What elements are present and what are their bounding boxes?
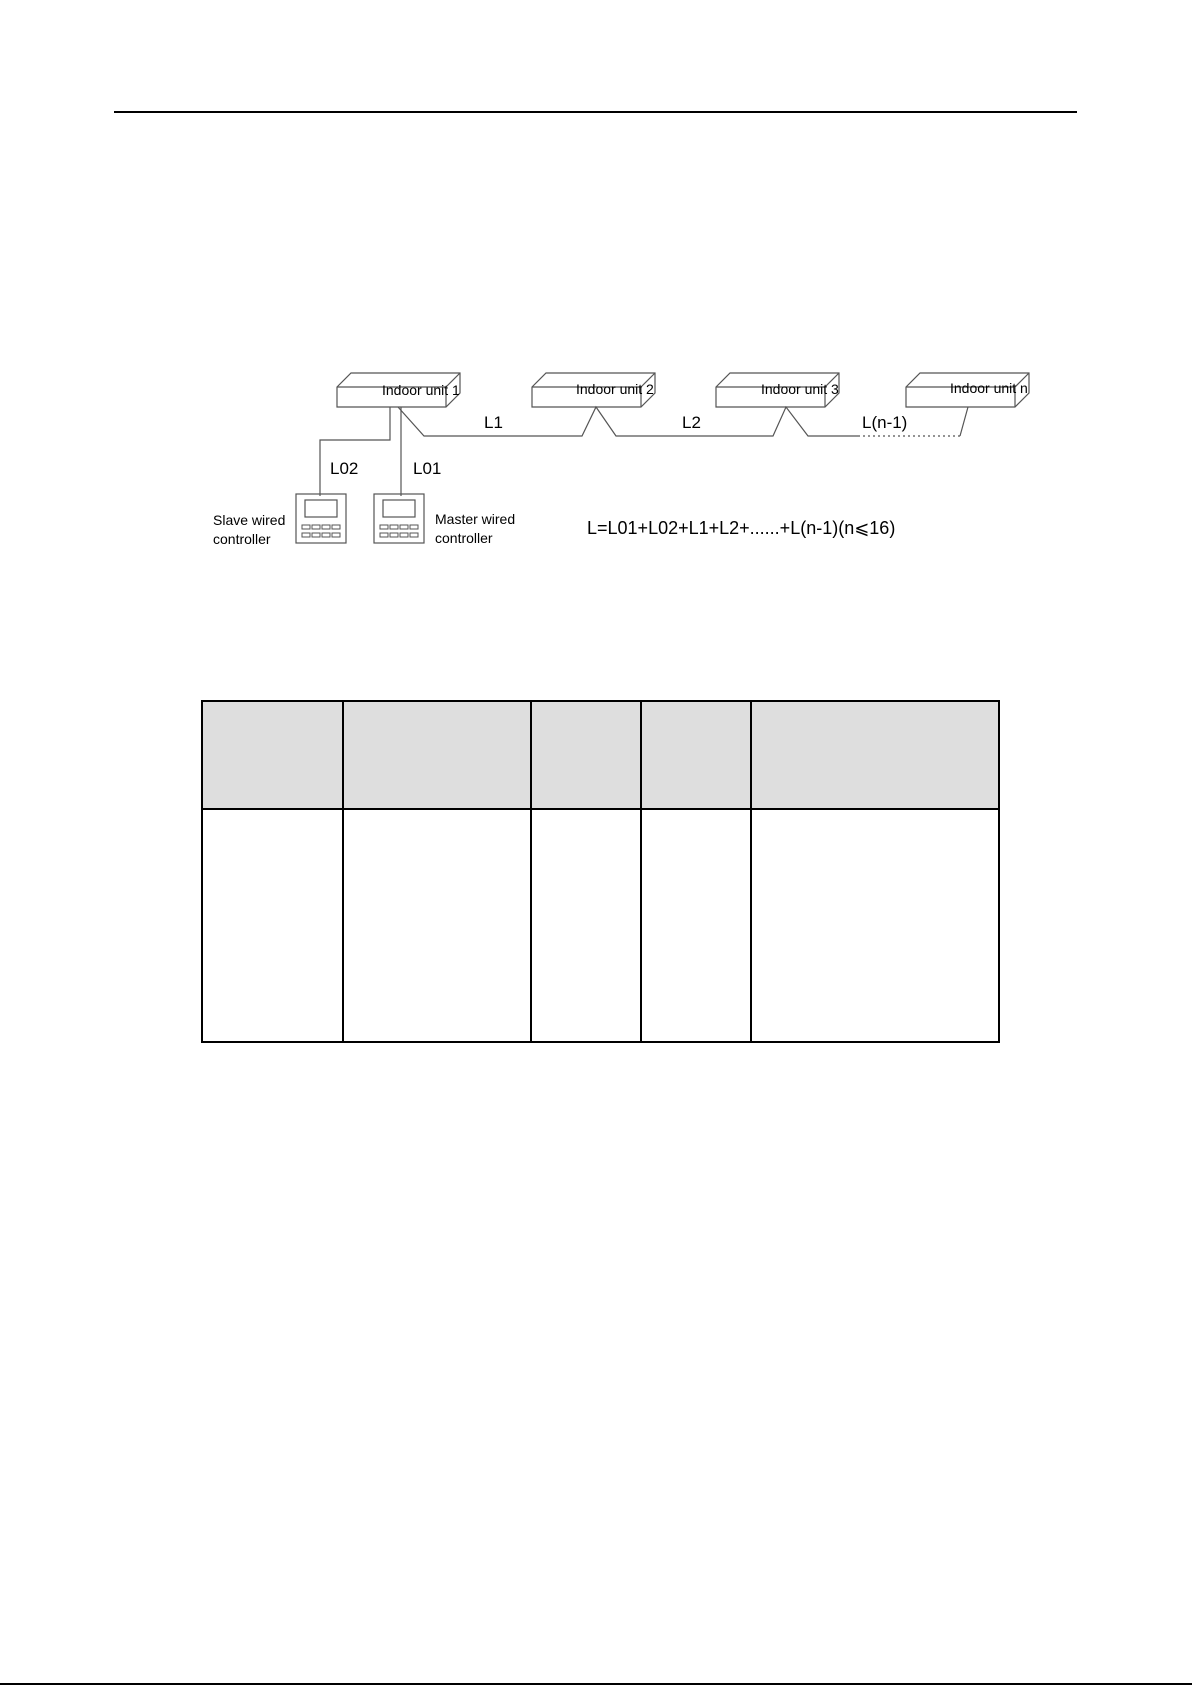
indoor-unit-2-label: Indoor unit 2 [576, 381, 654, 397]
table-header-cell [531, 701, 641, 809]
table-header-cell [641, 701, 751, 809]
indoor-unit-n-label: Indoor unit n [950, 380, 1028, 396]
master-controller-label-line1: Master wired [435, 511, 516, 527]
table-cell [343, 809, 531, 1042]
spec-table [201, 700, 1000, 1043]
table-row [202, 809, 999, 1042]
table-cell [202, 809, 343, 1042]
table-header-row [202, 701, 999, 809]
master-controller-icon [374, 494, 424, 543]
table-cell [531, 809, 641, 1042]
length-formula: L=L01+L02+L1+L2+......+L(n-1)(n⩽16) [587, 518, 896, 538]
slave-controller-icon [296, 494, 346, 543]
slave-controller-label-line1: Slave wired [213, 512, 286, 528]
indoor-unit-3-label: Indoor unit 3 [761, 381, 839, 397]
indoor-unit-1-label: Indoor unit 1 [382, 382, 460, 398]
slave-controller-label-line2: controller [213, 531, 271, 547]
length-l2-label: L2 [682, 413, 701, 432]
controller-wiring [320, 407, 401, 496]
table-cell [641, 809, 751, 1042]
master-controller-label-line2: controller [435, 530, 493, 546]
length-l1-label: L1 [484, 413, 503, 432]
length-ln-1-label: L(n-1) [862, 413, 908, 432]
wiring-diagram [0, 0, 1192, 600]
table-header-cell [202, 701, 343, 809]
length-l01-label: L01 [413, 459, 442, 478]
table-header-cell [343, 701, 531, 809]
table-cell [751, 809, 999, 1042]
table-header-cell [751, 701, 999, 809]
length-l02-label: L02 [330, 459, 359, 478]
